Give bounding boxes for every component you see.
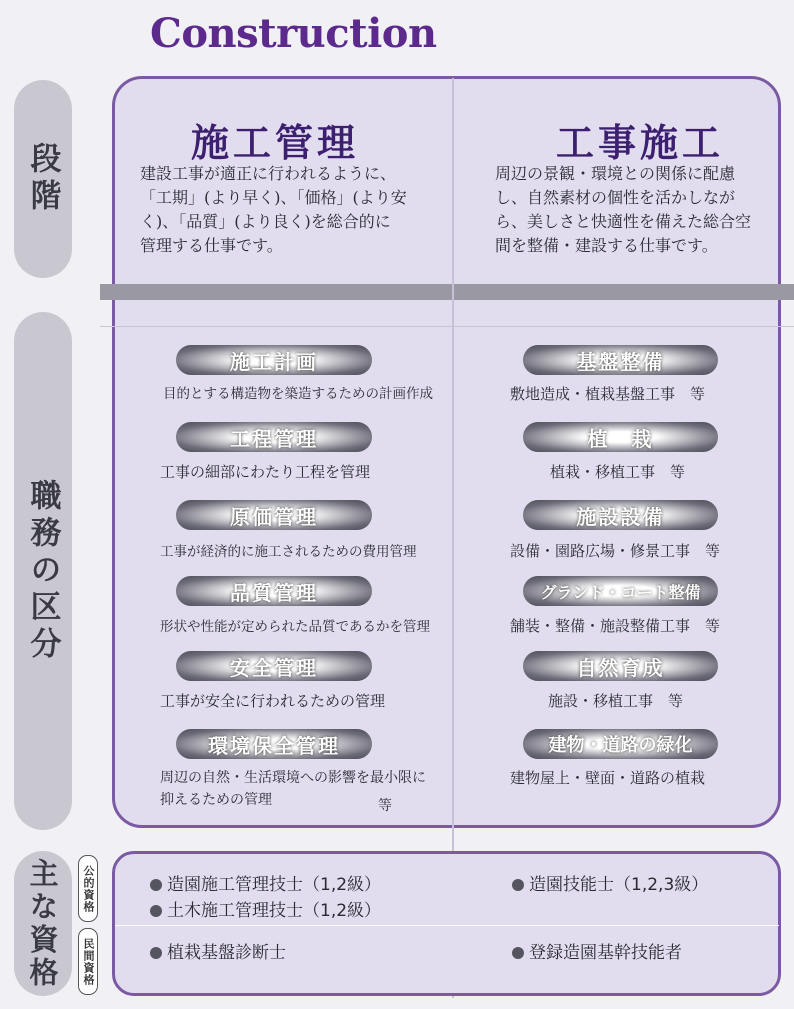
left-duty-pill: 環境保全管理 — [176, 729, 372, 759]
qualifications-separator — [115, 925, 779, 926]
right-duty-desc: 植栽・移植工事 等 — [550, 463, 686, 481]
left-duty-desc: 周辺の自然・生活環境への影響を最小限に — [160, 770, 426, 786]
right-duty-desc: 建物屋上・壁面・道路の植栽 — [510, 769, 706, 787]
qualification-text: 土木施工管理技士（1,2級） — [167, 901, 382, 921]
stage-label — [14, 80, 72, 278]
right-duty-pill: 植 栽 — [523, 422, 718, 452]
right-desc-line: し、自然素材の個性を活かしなが — [495, 188, 736, 207]
bullet-icon — [150, 905, 162, 917]
left-duty-pill: 原価管理 — [176, 500, 372, 530]
public-qualification-item — [150, 896, 381, 921]
left-duty-desc: 工事の細部にわたり工程を管理 — [160, 463, 371, 481]
left-duty-desc-cont: 抑えるための管理 — [160, 792, 272, 808]
right-duty-desc: 施設・移植工事 等 — [548, 692, 684, 710]
left-duty-pill: 安全管理 — [176, 651, 372, 681]
right-duty-pill: グランド・コート整備 — [523, 576, 718, 606]
private-tag-text: 民間資格 — [82, 937, 95, 986]
bullet-icon — [512, 879, 524, 891]
private-qualification-item — [150, 938, 286, 963]
left-duty-pill: 工程管理 — [176, 422, 372, 452]
qualification-text: 造園技能士（1,2,3級） — [529, 875, 709, 895]
right-duty-pill: 基盤整備 — [523, 345, 718, 375]
public-qualification-tag — [78, 855, 98, 922]
right-desc-line: 周辺の景観・環境との関係に配慮 — [495, 164, 736, 183]
qualifications-label-text: 主な資格 — [25, 857, 60, 990]
right-desc-line: 間を整備・建設する仕事です。 — [495, 236, 718, 255]
left-desc-line: 建設工事が適正に行われるように、 — [140, 164, 397, 183]
left-duty-pill: 品質管理 — [176, 576, 372, 606]
bullet-icon — [512, 947, 524, 959]
left-desc-line: く)、「品質」(より良く)を総合的に — [140, 212, 391, 231]
private-qualification-item — [512, 938, 682, 963]
right-duty-desc: 設備・園路広場・修景工事 等 — [510, 542, 721, 560]
left-duty-desc: 形状や性能が定められた品質であるかを管理 — [160, 619, 430, 635]
bullet-icon — [150, 879, 162, 891]
right-duty-desc: 舗装・整備・施設整備工事 等 — [510, 617, 721, 635]
right-description — [495, 162, 775, 258]
right-heading: 工事施工 — [555, 120, 724, 165]
left-desc-line: 管理する仕事です。 — [140, 236, 283, 255]
right-duty-pill: 自然育成 — [523, 651, 718, 681]
bullet-icon — [150, 947, 162, 959]
stage-label-text: 段階 — [24, 142, 61, 216]
right-desc-line: ら、美しさと快適性を備えた総合空 — [495, 212, 752, 231]
right-duty-pill: 施設設備 — [523, 500, 718, 530]
left-duty-pill: 施工計画 — [176, 345, 372, 375]
stage-divider-band — [100, 284, 794, 300]
left-duty-etc: 等 — [378, 798, 392, 814]
left-duty-desc: 工事が安全に行われるための管理 — [160, 692, 386, 710]
public-qualification-item — [150, 870, 381, 895]
qualification-text: 造園施工管理技士（1,2級） — [167, 875, 382, 895]
left-description — [140, 162, 440, 258]
public-qualification-item — [512, 870, 708, 895]
right-duty-desc: 敷地造成・植栽基盤工事 等 — [510, 385, 706, 403]
duties-top-rule — [100, 326, 794, 327]
left-duty-desc: 目的とする構造物を築造するための計画作成 — [163, 386, 433, 402]
duties-label — [14, 312, 72, 830]
private-qualification-tag — [78, 928, 98, 995]
left-heading: 施工管理 — [190, 120, 359, 165]
left-desc-line: 「工期」(より早く)、「価格」(より安 — [140, 188, 407, 207]
public-tag-text: 公的資格 — [82, 864, 95, 913]
right-duty-pill: 建物・道路の緑化 — [523, 729, 718, 759]
duties-label-text: 職務の区分 — [24, 478, 61, 664]
left-duty-desc: 工事が経済的に施工されるための費用管理 — [160, 544, 417, 560]
qualification-text: 登録造園基幹技能者 — [529, 943, 682, 963]
page-title: Construction — [150, 10, 437, 57]
qualification-text: 植栽基盤診断士 — [167, 943, 286, 963]
qualifications-label — [14, 851, 72, 996]
